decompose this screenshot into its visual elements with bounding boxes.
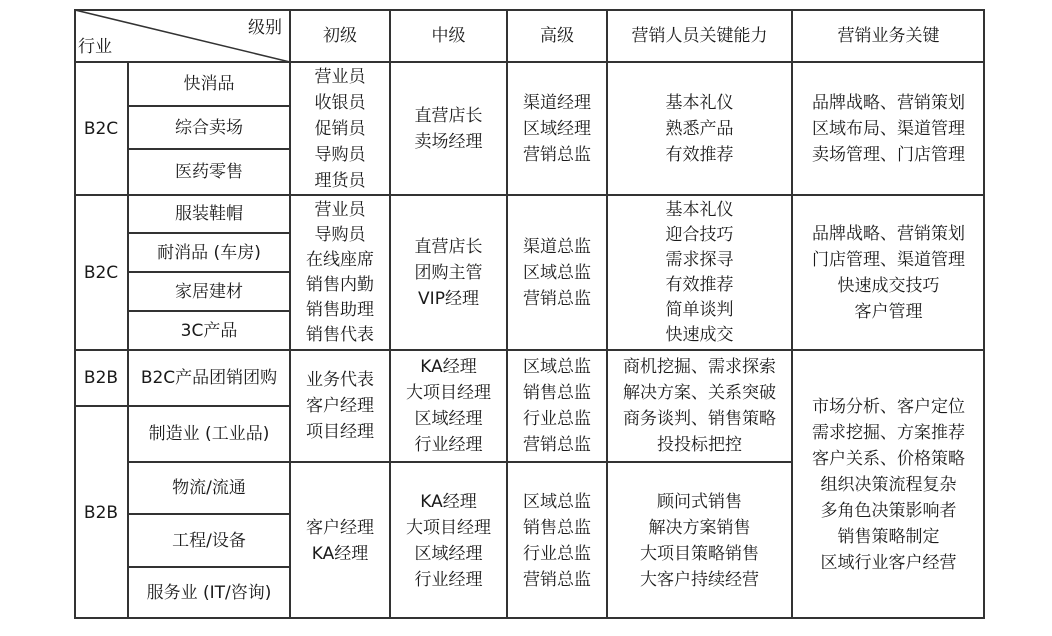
ability-item: 商机挖掘、需求探索 (623, 357, 776, 377)
role-item: 收银员 (314, 92, 366, 113)
role-item: 营销总监 (523, 569, 591, 590)
ability-item: 需求探寻 (665, 249, 734, 270)
role-item: 销售总监 (523, 517, 591, 538)
business-item: 市场分析、客户定位 (812, 396, 965, 417)
ability-item: 简单谈判 (665, 299, 734, 320)
role-item: 区域经理 (523, 118, 591, 139)
ability-item: 有效推荐 (665, 274, 734, 295)
grid-line (128, 105, 290, 107)
corner-label-industry: 行业 (78, 37, 112, 57)
business-item: 品牌战略、营销策划 (812, 223, 965, 244)
grid-line (128, 271, 290, 273)
role-item: 大项目经理 (406, 383, 491, 403)
header-label: 营销业务关键 (837, 25, 940, 46)
header-label: 初级 (323, 25, 357, 46)
type-label: B2C (83, 118, 119, 139)
role-item: 大项目经理 (406, 517, 491, 538)
ability-item: 有效推荐 (665, 144, 734, 165)
role-item: KA经理 (420, 357, 477, 377)
industry-label: 服务业 (IT/咨询) (146, 583, 272, 603)
role-item: 直营店长 (414, 105, 483, 126)
grid-line (791, 9, 793, 619)
header-label: 高级 (540, 25, 574, 46)
role-item: 销售代表 (306, 324, 374, 345)
grid-line (74, 194, 985, 196)
role-item: 区域经理 (414, 409, 483, 429)
role-item: 营业员 (314, 199, 366, 220)
industry-label: 物流/流通 (172, 478, 246, 498)
industry-label: 耐消品 (车房) (157, 242, 261, 263)
grid-line (74, 61, 985, 63)
grid-line (128, 148, 290, 150)
grid-line (128, 310, 290, 312)
role-item: 业务代表 (306, 370, 374, 390)
role-item: 卖场经理 (414, 131, 483, 152)
industry-label: 快消品 (183, 74, 235, 94)
grid-line (128, 513, 290, 515)
grid-line (74, 405, 290, 407)
business-item: 门店管理、渠道管理 (812, 249, 965, 270)
business-item: 组织决策流程复杂 (820, 474, 957, 495)
role-item: 营销总监 (523, 144, 591, 165)
grid-line (128, 566, 290, 568)
role-item: 营销总监 (523, 288, 591, 309)
business-item: 区域行业客户经营 (820, 552, 957, 573)
header-label: 营销人员关键能力 (631, 25, 768, 46)
role-item: 渠道经理 (523, 92, 591, 113)
role-item: 行业总监 (523, 409, 591, 429)
ability-item: 熟悉产品 (665, 118, 734, 139)
business-item: 区域布局、渠道管理 (812, 118, 965, 139)
role-item: 渠道总监 (523, 236, 591, 257)
role-item: 销售内勤 (306, 274, 374, 295)
role-item: 区域总监 (523, 357, 591, 377)
role-item: 区域总监 (523, 491, 591, 512)
ability-item: 商务谈判、销售策略 (623, 409, 776, 429)
type-label: B2C (83, 262, 119, 283)
ability-item: 基本礼仪 (665, 92, 734, 113)
business-item: 快速成交技巧 (837, 275, 940, 296)
grid-line (127, 62, 129, 619)
business-item: 卖场管理、门店管理 (812, 144, 965, 165)
role-item: 导购员 (314, 224, 366, 245)
role-item: 理货员 (314, 170, 366, 191)
industry-label: 工程/设备 (172, 530, 246, 551)
industry-label: 医药零售 (175, 162, 243, 182)
ability-item: 投投标把控 (657, 435, 742, 455)
industry-label: 制造业 (工业品) (148, 424, 270, 444)
ability-item: 迎合技巧 (665, 224, 734, 245)
business-item: 客户管理 (854, 301, 923, 322)
role-item: 行业经理 (414, 435, 483, 455)
ability-item: 大客户持续经营 (640, 569, 759, 590)
role-item: 行业总监 (523, 543, 591, 564)
grid-line (128, 461, 792, 463)
role-item: 团购主管 (414, 262, 483, 283)
business-item: 多角色决策影响者 (820, 500, 957, 521)
header-label: 中级 (431, 25, 466, 46)
industry-label: B2C产品团销团购 (140, 368, 278, 388)
ability-item: 顾问式销售 (657, 491, 742, 512)
grid-line (289, 9, 291, 619)
sales-role-matrix-table (74, 9, 985, 619)
role-item: KA经理 (311, 543, 369, 564)
role-item: 行业经理 (414, 569, 483, 590)
role-item: 营业员 (314, 66, 366, 87)
role-item: VIP经理 (418, 288, 479, 309)
role-item: 导购员 (314, 144, 366, 165)
ability-item: 快速成交 (665, 324, 734, 345)
role-item: 客户经理 (306, 517, 374, 538)
business-item: 销售策略制定 (837, 526, 940, 547)
ability-item: 基本礼仪 (665, 199, 734, 220)
type-label: B2B (83, 368, 119, 388)
role-item: 区域总监 (523, 262, 591, 283)
business-item: 客户关系、价格策略 (812, 448, 965, 469)
ability-item: 大项目策略销售 (640, 543, 759, 564)
corner-label-level: 级别 (248, 18, 282, 38)
grid-line (506, 9, 508, 619)
industry-label: 服装鞋帽 (175, 204, 243, 224)
role-item: 项目经理 (306, 422, 374, 442)
grid-line (606, 9, 608, 619)
role-item: 直营店长 (414, 236, 483, 257)
role-item: 营销总监 (523, 435, 591, 455)
grid-line (389, 9, 391, 619)
industry-label: 综合卖场 (175, 117, 243, 138)
role-item: 销售助理 (306, 299, 374, 320)
table-border (74, 9, 985, 619)
role-item: KA经理 (420, 491, 477, 512)
grid-line (128, 232, 290, 234)
role-item: 销售总监 (523, 383, 591, 403)
industry-label: 3C产品 (180, 320, 238, 341)
role-item: 区域经理 (414, 543, 483, 564)
type-label: B2B (83, 502, 119, 523)
ability-item: 解决方案销售 (648, 517, 751, 538)
industry-label: 家居建材 (175, 281, 243, 302)
business-item: 品牌战略、营销策划 (812, 92, 965, 113)
business-item: 需求挖掘、方案推荐 (812, 422, 965, 443)
role-item: 在线座席 (306, 249, 374, 270)
role-item: 促销员 (314, 118, 366, 139)
grid-line (74, 349, 985, 351)
ability-item: 解决方案、关系突破 (623, 383, 776, 403)
role-item: 客户经理 (306, 396, 374, 416)
